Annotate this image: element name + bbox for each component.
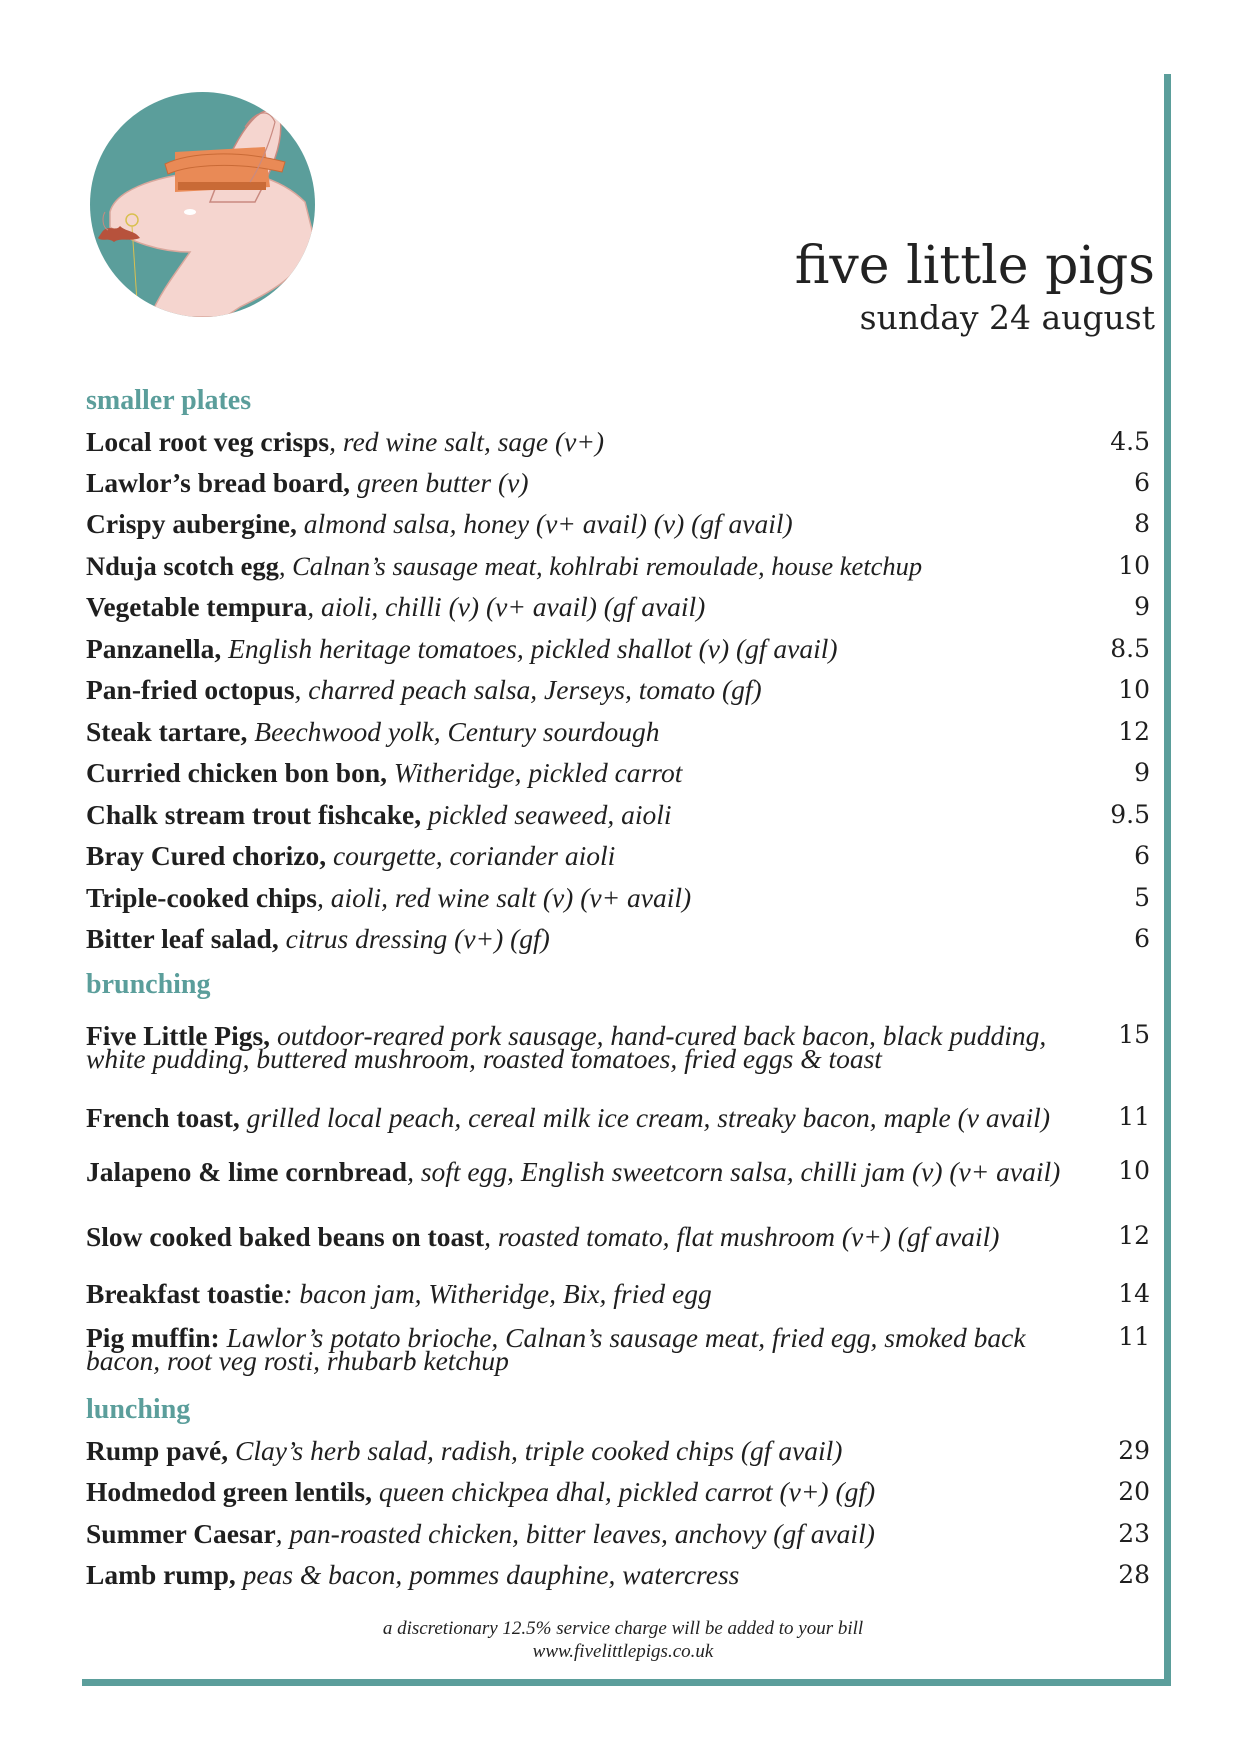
item-name: Jalapeno & lime cornbread	[86, 1156, 408, 1187]
item-description: Beechwood yolk, Century sourdough	[247, 716, 660, 747]
item-name: Vegetable tempura	[86, 591, 308, 622]
item-name: Triple-cooked chips	[86, 882, 317, 913]
item-name: Bitter leaf salad,	[86, 923, 279, 954]
menu-item	[86, 1156, 1150, 1187]
item-description: , charred peach salsa, Jerseys, tomato (gf)	[294, 674, 762, 705]
item-description: peas & bacon, pommes dauphine, watercress	[235, 1559, 740, 1590]
menu-item	[86, 1277, 1150, 1311]
item-description: , pan-roasted chicken, bitter leaves, anchovy (gf avail)	[275, 1518, 875, 1549]
service-charge-note: a discretionary 12.5% service charge will be added to your bill	[382, 1618, 864, 1639]
menu-item	[86, 756, 1150, 790]
website-link[interactable]: www.fivelittlepigs.co.uk	[532, 1641, 714, 1662]
page-border-right	[1164, 74, 1171, 1686]
item-description: Lawlor’s potato brioche, Calnan’s sausage meat, fried egg, smoked back bacon, root veg rosti, rhubarb ketchup	[86, 1322, 1026, 1376]
item-description: almond salsa, honey (v+ avail) (v) (gf avail)	[296, 508, 793, 539]
item-name: Local root veg crisps	[86, 426, 330, 457]
item-name: Breakfast toastie	[86, 1278, 284, 1309]
menu-item	[86, 1020, 1150, 1074]
item-price: 10	[1118, 551, 1150, 580]
item-price: 11	[1118, 1102, 1150, 1131]
item-description: , soft egg, English sweetcorn salsa, chilli jam (v) (v+ avail)	[407, 1156, 1061, 1187]
section-heading-brunching: brunching	[86, 969, 211, 1000]
item-description: , red wine salt, sage (v+)	[329, 426, 605, 457]
menu-item	[86, 425, 1150, 459]
item-name: Summer Caesar	[86, 1518, 276, 1549]
item-price: 12	[1118, 717, 1150, 746]
item-name: Slow cooked baked beans on toast	[86, 1221, 485, 1252]
item-description: Witheridge, pickled carrot	[387, 757, 683, 788]
item-description: English heritage tomatoes, pickled shallot (v) (gf avail)	[221, 633, 838, 664]
item-description: , aioli, chilli (v) (v+ avail) (gf avail)	[307, 591, 706, 622]
item-name: Pan-fried octopus	[86, 674, 295, 705]
item-name: Crispy aubergine,	[86, 508, 297, 539]
item-name: Steak tartare,	[86, 716, 248, 747]
item-name: Lamb rump,	[86, 1559, 236, 1590]
item-price: 28	[1118, 1560, 1150, 1589]
menu-item	[86, 1102, 1150, 1133]
item-price: 10	[1118, 1156, 1150, 1185]
item-price: 23	[1118, 1519, 1150, 1548]
menu-item	[86, 1475, 1150, 1509]
menu-item	[86, 1558, 1150, 1592]
item-description: : bacon jam, Witheridge, Bix, fried egg	[283, 1278, 712, 1309]
item-name: Bray Cured chorizo,	[86, 840, 327, 871]
menu-item	[86, 507, 1150, 541]
item-price: 14	[1118, 1279, 1150, 1308]
item-description: courgette, coriander aioli	[326, 840, 616, 871]
item-name: Rump pavé,	[86, 1435, 229, 1466]
item-name: Panzanella,	[86, 633, 222, 664]
menu-item	[86, 1322, 1150, 1376]
menu-date: sunday 24 august	[859, 298, 1155, 337]
section-heading-smaller-plates: smaller plates	[86, 385, 252, 416]
page-border-bottom	[82, 1679, 1171, 1686]
menu-item	[86, 1434, 1150, 1468]
item-price: 8	[1134, 509, 1150, 538]
item-price: 6	[1134, 841, 1150, 870]
menu-item	[86, 673, 1150, 707]
item-price: 9	[1134, 592, 1150, 621]
item-name: Five Little Pigs,	[86, 1020, 271, 1051]
item-price: 6	[1134, 924, 1150, 953]
menu-item	[86, 922, 1150, 956]
menu-item	[86, 839, 1150, 873]
item-price: 6	[1134, 468, 1150, 497]
item-name: Curried chicken bon bon,	[86, 757, 388, 788]
menu-item	[86, 549, 1150, 583]
restaurant-name: five little pigs	[794, 236, 1155, 296]
item-price: 12	[1118, 1221, 1150, 1250]
item-description: , roasted tomato, flat mushroom (v+) (gf avail)	[484, 1221, 1000, 1252]
menu-item	[86, 798, 1150, 832]
item-price: 11	[1118, 1322, 1150, 1351]
item-description: citrus dressing (v+) (gf)	[278, 923, 550, 954]
menu-item	[86, 881, 1150, 915]
item-description: grilled local peach, cereal milk ice cream, streaky bacon, maple (v avail)	[239, 1102, 1050, 1133]
item-name: French toast,	[86, 1102, 240, 1133]
item-description: pickled seaweed, aioli	[421, 799, 672, 830]
item-description: queen chickpea dhal, pickled carrot (v+) (gf)	[371, 1476, 876, 1507]
item-description: green butter (v)	[350, 467, 529, 498]
item-name: Hodmedod green lentils,	[86, 1476, 372, 1507]
item-name: Nduja scotch egg	[86, 551, 279, 581]
item-description: , Calnan’s sausage meat, kohlrabi remoulade, house ketchup	[278, 551, 923, 581]
item-description: , aioli, red wine salt (v) (v+ avail)	[316, 882, 692, 913]
item-price: 5	[1134, 883, 1150, 912]
item-price: 9	[1134, 758, 1150, 787]
item-price: 20	[1118, 1477, 1150, 1506]
item-price: 4.5	[1110, 427, 1150, 456]
menu-item	[86, 632, 1150, 666]
item-price: 9.5	[1110, 800, 1150, 829]
menu-item	[86, 715, 1150, 749]
menu-item	[86, 1221, 1150, 1252]
item-price: 15	[1118, 1020, 1150, 1049]
item-name: Chalk stream trout fishcake,	[86, 799, 422, 830]
menu-item	[86, 1517, 1150, 1551]
item-description: Clay’s herb salad, radish, triple cooked chips (gf avail)	[228, 1435, 843, 1466]
menu-item	[86, 590, 1150, 624]
menu-item	[86, 466, 1150, 500]
pig-logo-icon	[90, 92, 315, 317]
item-price: 29	[1118, 1436, 1150, 1465]
item-name: Lawlor’s bread board,	[86, 467, 351, 498]
item-description: outdoor-reared pork sausage, hand-cured back bacon, black pudding, white pudding, buttered mushroom, roasted tomatoes, fried eggs & toast	[86, 1020, 1047, 1074]
item-price: 8.5	[1110, 634, 1150, 663]
section-heading-lunching: lunching	[86, 1394, 191, 1425]
item-name: Pig muffin:	[86, 1322, 220, 1353]
item-price: 10	[1118, 675, 1150, 704]
